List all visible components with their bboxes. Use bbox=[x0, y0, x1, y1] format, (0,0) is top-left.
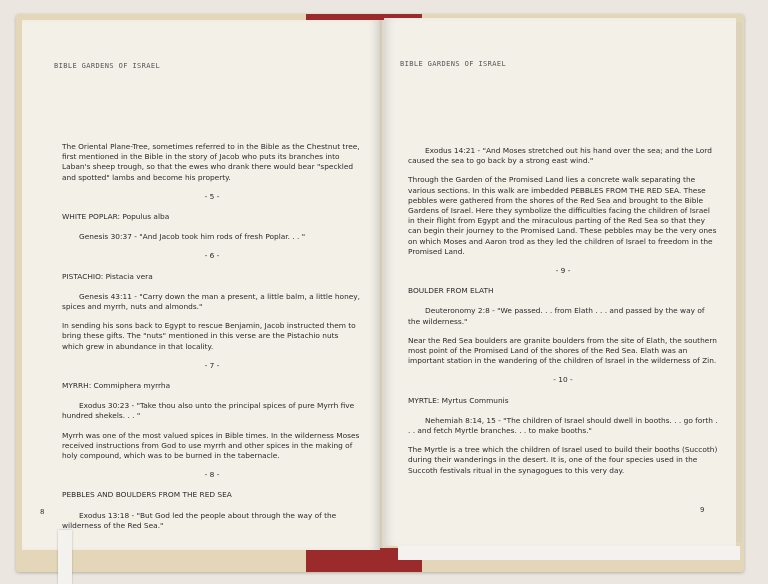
scripture-quote: Nehemiah 8:14, 15 - "The children of Israel should dwell in booths. . . go forth . . . and fetch Myrtle branches. . . to make booths." bbox=[408, 415, 718, 436]
section-number: - 9 - bbox=[555, 266, 571, 276]
section-heading: PEBBLES AND BOULDERS FROM THE RED SEA bbox=[62, 490, 232, 500]
running-head: BIBLE GARDENS OF ISRAEL bbox=[54, 62, 161, 70]
section-heading: BOULDER FROM ELATH bbox=[408, 286, 494, 296]
scripture-quote: Deuteronomy 2:8 - "We passed. . . from Elath . . . and passed by the way of the wilderness." bbox=[408, 306, 705, 326]
paragraph: The Oriental Plane-Tree, sometimes referred to in the Bible as the Chestnut tree, first mentioned in the Bible in the story of Jacob who puts its branches into Laban's sheep trough, so that the ewes who drank there would bear "speckled and spotted" lambs and become his property. bbox=[62, 142, 360, 182]
page-number: 8 bbox=[40, 508, 45, 516]
section-number: - 6 - bbox=[204, 251, 220, 261]
section-number: - 8 - bbox=[204, 470, 220, 480]
paragraph: The Myrtle is a tree which the children of Israel used to build their booths (Succoth) during their wanderings in the desert. It is, one of the four species used in the Succoth festivals ritual in the synagogues to this very day. bbox=[408, 445, 718, 475]
section-number: - 10 - bbox=[553, 375, 573, 385]
section-number: - 5 - bbox=[204, 191, 220, 201]
section-number: - 7 - bbox=[204, 360, 220, 370]
section-heading: MYRTLE: Myrtus Communis bbox=[408, 395, 509, 405]
section-heading: WHITE POPLAR: Populus alba bbox=[62, 212, 170, 222]
page-strip bbox=[398, 546, 740, 560]
left-page bbox=[22, 20, 380, 550]
bookmark-ribbon bbox=[58, 530, 72, 584]
right-page-content bbox=[408, 146, 718, 485]
paragraph: Myrrh was one of the most valued spices in Bible times. In the wilderness Moses received instructions from God to use myrrh and other spices in the making of holy compound, which was to be burned in the tabernacle. bbox=[62, 430, 360, 461]
scripture-quote: Genesis 30:37 - "And Jacob took him rods of fresh Poplar. . . " bbox=[79, 232, 306, 242]
paragraph: Near the Red Sea boulders are granite boulders from the site of Elath, the southern most point of the Promised Land of the shores of the Red Sea. Elath was an important station in the wandering of the children of Israel in the wilderness of Zin. bbox=[408, 335, 717, 366]
section-heading: PISTACHIO: Pistacia vera bbox=[62, 271, 153, 281]
scripture-quote: Exodus 13:18 - "But God led the people about through the way of the wilderness of the Red Sea." bbox=[62, 510, 337, 530]
page-number: 9 bbox=[700, 506, 705, 514]
left-page-content bbox=[62, 142, 362, 540]
section-heading: MYRRH: Commiphera myrrha bbox=[62, 381, 171, 391]
scripture-quote: Genesis 43:11 - "Carry down the man a present, a little balm, a little honey, spices and myrrh, nuts and almonds." bbox=[62, 291, 361, 312]
scripture-quote: Exodus 14:21 - "And Moses stretched out his hand over the sea; and the Lord caused the sea to go back by a strong east wind." bbox=[408, 146, 712, 166]
paragraph: In sending his sons back to Egypt to rescue Benjamin, Jacob instructed them to bring these gifts. The "nuts" mentioned in this verse are the Pistachio nuts which grew in abundance in that locality. bbox=[62, 321, 356, 351]
scripture-quote: Exodus 30:23 - "Take thou also unto the principal spices of pure Myrrh five hundred shekels. . . " bbox=[62, 401, 355, 421]
running-head: BIBLE GARDENS OF ISRAEL bbox=[400, 60, 507, 68]
right-page bbox=[384, 18, 736, 546]
page-edges bbox=[736, 22, 742, 542]
paragraph: Through the Garden of the Promised Land lies a concrete walk separating the various sections. In this walk are imbedded PEBBLES FROM THE RED SEA. These pebbles were gathered from the shores of the Red Sea and brought to the Bible Gardens of Israel. Here they symbolize the difficulties facing the children of Israel in their flight from Egypt and the miraculous parting of the Red Sea so that they can begin their journey to the Promised Land. These pebbles may be the very ones on which Moses and Aaron trod as they led the children of Israel to freedom in the Promised Land. bbox=[408, 175, 717, 256]
